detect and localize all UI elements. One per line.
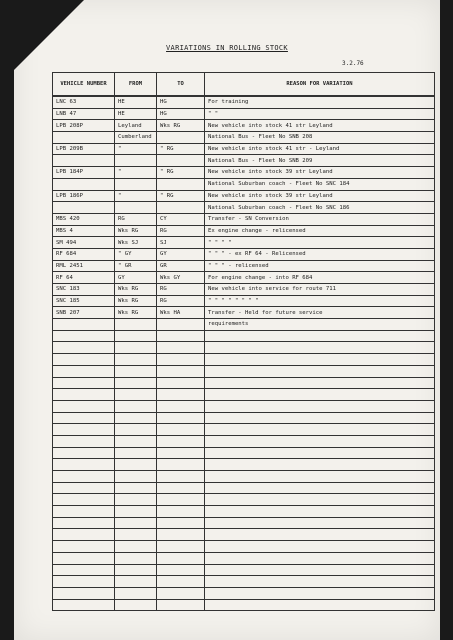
empty-cell xyxy=(157,482,205,494)
folded-corner-shadow xyxy=(14,0,84,70)
from-cell: RG xyxy=(115,213,157,225)
to-cell: HG xyxy=(157,108,205,120)
empty-cell xyxy=(115,541,157,553)
reason-cell: " " " " xyxy=(205,237,435,249)
vehicle-number-cell: RF 684 xyxy=(53,248,115,260)
reason-cell: " " " " " " " " xyxy=(205,295,435,307)
empty-cell xyxy=(205,482,435,494)
empty-cell xyxy=(205,599,435,611)
table-header-row xyxy=(53,73,435,97)
table-row xyxy=(53,225,435,237)
empty-cell xyxy=(157,506,205,518)
empty-cell xyxy=(205,412,435,424)
empty-cell xyxy=(53,412,115,424)
empty-cell xyxy=(53,576,115,588)
empty-table-row xyxy=(53,447,435,459)
to-cell: RG xyxy=(157,284,205,296)
empty-cell xyxy=(157,389,205,401)
empty-cell xyxy=(157,412,205,424)
empty-cell xyxy=(205,424,435,436)
empty-table-row xyxy=(53,506,435,518)
empty-cell xyxy=(157,342,205,354)
empty-cell xyxy=(205,377,435,389)
empty-cell xyxy=(53,424,115,436)
empty-cell xyxy=(53,447,115,459)
to-cell: " RG xyxy=(157,190,205,202)
to-cell: GR xyxy=(157,260,205,272)
reason-cell: requirements xyxy=(205,319,435,331)
empty-table-row xyxy=(53,517,435,529)
reason-cell: For engine change - into RF 684 xyxy=(205,272,435,284)
empty-cell xyxy=(53,529,115,541)
empty-cell xyxy=(205,459,435,471)
empty-table-row xyxy=(53,354,435,366)
empty-table-row xyxy=(53,330,435,342)
empty-cell xyxy=(115,365,157,377)
vehicle-number-cell: RML 2451 xyxy=(53,260,115,272)
empty-cell xyxy=(157,447,205,459)
empty-cell xyxy=(205,529,435,541)
empty-cell xyxy=(53,506,115,518)
table-row xyxy=(53,213,435,225)
empty-cell xyxy=(157,435,205,447)
empty-cell xyxy=(205,576,435,588)
empty-cell xyxy=(205,435,435,447)
empty-cell xyxy=(205,552,435,564)
document-title: VARIATIONS IN ROLLING STOCK xyxy=(166,44,288,52)
vehicle-number-cell: LNB 47 xyxy=(53,108,115,120)
empty-cell xyxy=(53,564,115,576)
reason-cell: New vehicle into stock 39 str Leyland xyxy=(205,167,435,179)
reason-cell: " " " - ex RF 64 - Relicensed xyxy=(205,248,435,260)
empty-cell xyxy=(157,494,205,506)
empty-cell xyxy=(115,330,157,342)
reason-cell: National Suburban coach - Fleet No SNC 186 xyxy=(205,202,435,214)
empty-cell xyxy=(115,506,157,518)
empty-cell xyxy=(205,330,435,342)
empty-cell xyxy=(115,435,157,447)
to-cell: RG xyxy=(157,225,205,237)
empty-cell xyxy=(115,459,157,471)
reason-cell: New vehicle into stock 39 str Leyland xyxy=(205,190,435,202)
table-row xyxy=(53,96,435,108)
table-row xyxy=(53,155,435,167)
vehicle-number-cell: LPB 186P xyxy=(53,190,115,202)
reason-cell: Transfer - Held for future service xyxy=(205,307,435,319)
empty-cell xyxy=(115,599,157,611)
empty-cell xyxy=(115,447,157,459)
to-cell: Wks RG xyxy=(157,120,205,132)
table-row xyxy=(53,260,435,272)
empty-table-row xyxy=(53,459,435,471)
empty-table-row xyxy=(53,400,435,412)
table-row xyxy=(53,120,435,132)
empty-cell xyxy=(157,377,205,389)
table-row xyxy=(53,237,435,249)
reason-cell: National Suburban coach - Fleet No SNC 184 xyxy=(205,178,435,190)
empty-cell xyxy=(115,354,157,366)
empty-table-row xyxy=(53,552,435,564)
empty-table-row xyxy=(53,599,435,611)
empty-table-row xyxy=(53,541,435,553)
empty-cell xyxy=(53,599,115,611)
empty-cell xyxy=(157,517,205,529)
empty-cell xyxy=(205,447,435,459)
empty-cell xyxy=(53,517,115,529)
empty-cell xyxy=(157,354,205,366)
table-row xyxy=(53,167,435,179)
reason-cell: " " " - relicensed xyxy=(205,260,435,272)
empty-cell xyxy=(157,564,205,576)
empty-table-row xyxy=(53,424,435,436)
empty-cell xyxy=(157,471,205,483)
empty-cell xyxy=(53,459,115,471)
empty-cell xyxy=(53,541,115,553)
from-cell: " GY xyxy=(115,248,157,260)
vehicle-number-cell: LPB 209B xyxy=(53,143,115,155)
vehicle-number-cell: SNC 185 xyxy=(53,295,115,307)
from-cell: " xyxy=(115,190,157,202)
empty-cell xyxy=(115,482,157,494)
vehicle-number-cell xyxy=(53,178,115,190)
empty-cell xyxy=(53,377,115,389)
vehicle-number-cell: LPB 208P xyxy=(53,120,115,132)
from-cell xyxy=(115,319,157,331)
table-row xyxy=(53,272,435,284)
reason-cell: National Bus - Fleet No SNB 208 xyxy=(205,132,435,144)
reason-cell: " " xyxy=(205,108,435,120)
empty-cell xyxy=(205,471,435,483)
empty-table-row xyxy=(53,412,435,424)
from-cell: Wks RG xyxy=(115,307,157,319)
empty-table-row xyxy=(53,377,435,389)
table-row xyxy=(53,284,435,296)
empty-cell xyxy=(53,400,115,412)
empty-cell xyxy=(205,400,435,412)
empty-table-row xyxy=(53,365,435,377)
empty-table-row xyxy=(53,564,435,576)
empty-cell xyxy=(205,365,435,377)
empty-cell xyxy=(157,459,205,471)
reason-cell: New vehicle into stock 41 str Leyland xyxy=(205,120,435,132)
vehicle-number-cell: SNC 183 xyxy=(53,284,115,296)
empty-cell xyxy=(157,552,205,564)
empty-cell xyxy=(53,330,115,342)
from-cell: HE xyxy=(115,96,157,108)
vehicle-number-cell xyxy=(53,319,115,331)
empty-cell xyxy=(53,494,115,506)
empty-cell xyxy=(115,552,157,564)
empty-table-row xyxy=(53,576,435,588)
empty-cell xyxy=(53,587,115,599)
empty-cell xyxy=(53,365,115,377)
header-from: FROM xyxy=(115,73,157,97)
empty-cell xyxy=(115,389,157,401)
empty-table-row xyxy=(53,482,435,494)
from-cell: Wks RG xyxy=(115,284,157,296)
vehicle-number-cell xyxy=(53,155,115,167)
empty-cell xyxy=(157,529,205,541)
from-cell: Cumberland xyxy=(115,132,157,144)
table-row xyxy=(53,143,435,155)
empty-cell xyxy=(157,365,205,377)
header-vehicle-number: VEHICLE NUMBER xyxy=(53,73,115,97)
empty-cell xyxy=(157,576,205,588)
reason-cell: Transfer - SN Conversion xyxy=(205,213,435,225)
empty-cell xyxy=(53,471,115,483)
empty-cell xyxy=(115,517,157,529)
vehicle-number-cell: LNC 63 xyxy=(53,96,115,108)
from-cell xyxy=(115,202,157,214)
document-date: 3.2.76 xyxy=(342,60,364,67)
vehicle-number-cell: LPB 184P xyxy=(53,167,115,179)
variations-table xyxy=(52,72,435,611)
reason-cell: National Bus - Fleet No SNB 209 xyxy=(205,155,435,167)
empty-table-row xyxy=(53,389,435,401)
empty-cell xyxy=(205,494,435,506)
empty-cell xyxy=(53,389,115,401)
empty-cell xyxy=(157,424,205,436)
from-cell: GY xyxy=(115,272,157,284)
empty-cell xyxy=(115,342,157,354)
empty-cell xyxy=(205,541,435,553)
to-cell: HG xyxy=(157,96,205,108)
empty-cell xyxy=(115,424,157,436)
empty-cell xyxy=(115,400,157,412)
vehicle-number-cell: RF 64 xyxy=(53,272,115,284)
to-cell xyxy=(157,132,205,144)
reason-cell: For training xyxy=(205,96,435,108)
table-row xyxy=(53,178,435,190)
empty-cell xyxy=(205,354,435,366)
from-cell: Wks RG xyxy=(115,225,157,237)
reason-cell: Ex engine change - relicensed xyxy=(205,225,435,237)
header-to: TO xyxy=(157,73,205,97)
empty-table-row xyxy=(53,529,435,541)
vehicle-number-cell: MBS 4 xyxy=(53,225,115,237)
empty-table-row xyxy=(53,587,435,599)
empty-cell xyxy=(53,342,115,354)
table-row xyxy=(53,202,435,214)
empty-cell xyxy=(115,576,157,588)
empty-cell xyxy=(157,330,205,342)
empty-table-row xyxy=(53,435,435,447)
empty-cell xyxy=(115,494,157,506)
to-cell xyxy=(157,178,205,190)
from-cell: " xyxy=(115,167,157,179)
empty-cell xyxy=(205,564,435,576)
vehicle-number-cell: SNB 207 xyxy=(53,307,115,319)
to-cell xyxy=(157,155,205,167)
vehicle-number-cell xyxy=(53,202,115,214)
from-cell: " xyxy=(115,143,157,155)
empty-cell xyxy=(205,506,435,518)
to-cell: " RG xyxy=(157,167,205,179)
table-row xyxy=(53,295,435,307)
reason-cell: New vehicle into service for route 711 xyxy=(205,284,435,296)
header-reason: REASON FOR VARIATION xyxy=(205,73,435,97)
empty-cell xyxy=(53,435,115,447)
empty-table-row xyxy=(53,471,435,483)
table-row xyxy=(53,307,435,319)
empty-cell xyxy=(205,517,435,529)
to-cell: " RG xyxy=(157,143,205,155)
vehicle-number-cell xyxy=(53,132,115,144)
to-cell xyxy=(157,202,205,214)
from-cell xyxy=(115,155,157,167)
empty-cell xyxy=(205,389,435,401)
to-cell: GY xyxy=(157,248,205,260)
empty-cell xyxy=(115,471,157,483)
from-cell: HE xyxy=(115,108,157,120)
empty-cell xyxy=(157,587,205,599)
table-row xyxy=(53,248,435,260)
to-cell: RG xyxy=(157,295,205,307)
vehicle-number-cell: MBS 420 xyxy=(53,213,115,225)
empty-cell xyxy=(53,552,115,564)
to-cell: SJ xyxy=(157,237,205,249)
empty-table-row xyxy=(53,342,435,354)
empty-cell xyxy=(115,412,157,424)
empty-cell xyxy=(53,354,115,366)
from-cell: " GR xyxy=(115,260,157,272)
empty-table-row xyxy=(53,494,435,506)
empty-cell xyxy=(205,587,435,599)
table-row xyxy=(53,132,435,144)
vehicle-number-cell: SM 494 xyxy=(53,237,115,249)
empty-cell xyxy=(205,342,435,354)
from-cell xyxy=(115,178,157,190)
empty-cell xyxy=(157,400,205,412)
empty-cell xyxy=(115,529,157,541)
empty-cell xyxy=(157,541,205,553)
reason-cell: New vehicle into stock 41 str - Leyland xyxy=(205,143,435,155)
table-row xyxy=(53,108,435,120)
to-cell xyxy=(157,319,205,331)
empty-cell xyxy=(115,377,157,389)
table-row xyxy=(53,190,435,202)
from-cell: Leyland xyxy=(115,120,157,132)
empty-cell xyxy=(115,587,157,599)
table-row xyxy=(53,319,435,331)
from-cell: Wks RG xyxy=(115,295,157,307)
empty-cell xyxy=(157,599,205,611)
empty-cell xyxy=(53,482,115,494)
from-cell: Wks SJ xyxy=(115,237,157,249)
to-cell: Wks HA xyxy=(157,307,205,319)
to-cell: CY xyxy=(157,213,205,225)
table-body xyxy=(53,96,435,611)
to-cell: Wks GY xyxy=(157,272,205,284)
empty-cell xyxy=(115,564,157,576)
